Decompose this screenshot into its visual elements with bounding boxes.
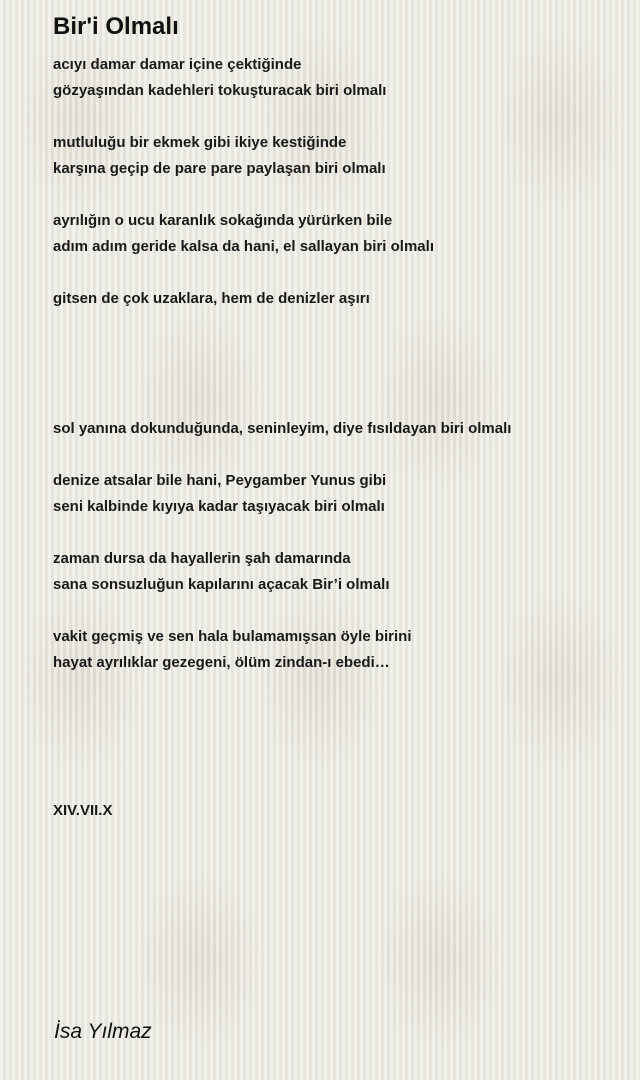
poem-line: acıyı damar damar içine çektiğinde bbox=[53, 56, 302, 73]
poem-date: XIV.VII.X bbox=[53, 802, 113, 819]
poem-line bbox=[53, 598, 623, 624]
poem-line bbox=[53, 364, 623, 390]
poem-line: gözyaşından kadehleri tokuşturacak biri olmalı bbox=[53, 82, 387, 99]
poem-line: seni kalbinde kıyıya kadar taşıyacak biri olmalı bbox=[53, 498, 385, 515]
poem-line bbox=[53, 182, 623, 208]
poem-line: adım adım geride kalsa da hani, el sallayan biri olmalı bbox=[53, 238, 434, 255]
poem-line bbox=[53, 442, 623, 468]
poem-title: Bir'i Olmalı bbox=[53, 13, 179, 40]
poem-line: gitsen de çok uzaklara, hem de denizler aşırı bbox=[53, 290, 370, 307]
poem-body bbox=[53, 52, 623, 676]
poem-line: denize atsalar bile hani, Peygamber Yunus gibi bbox=[53, 472, 387, 489]
poem-line: sana sonsuzluğun kapılarını açacak Bir’i olmalı bbox=[53, 576, 390, 593]
poem-line: ayrılığın o ucu karanlık sokağında yürürken bile bbox=[53, 212, 393, 229]
poem-line bbox=[53, 312, 623, 338]
poem-line bbox=[53, 390, 623, 416]
poem-line: sol yanına dokunduğunda, seninleyim, diye fısıldayan biri olmalı bbox=[53, 420, 512, 437]
poem-line bbox=[53, 260, 623, 286]
poem-line: zaman dursa da hayallerin şah damarında bbox=[53, 550, 351, 567]
poem-line: karşına geçip de pare pare paylaşan biri olmalı bbox=[53, 160, 386, 177]
poem-line: vakit geçmiş ve sen hala bulamamışsan öyle birini bbox=[53, 628, 412, 645]
poem-line bbox=[53, 520, 623, 546]
poem-line: mutluluğu bir ekmek gibi ikiye kestiğinde bbox=[53, 134, 347, 151]
poem-author: İsa Yılmaz bbox=[54, 1020, 152, 1043]
poem-line bbox=[53, 104, 623, 130]
poem-line: hayat ayrılıklar gezegeni, ölüm zindan-ı ebedi… bbox=[53, 654, 390, 671]
poem-line bbox=[53, 338, 623, 364]
